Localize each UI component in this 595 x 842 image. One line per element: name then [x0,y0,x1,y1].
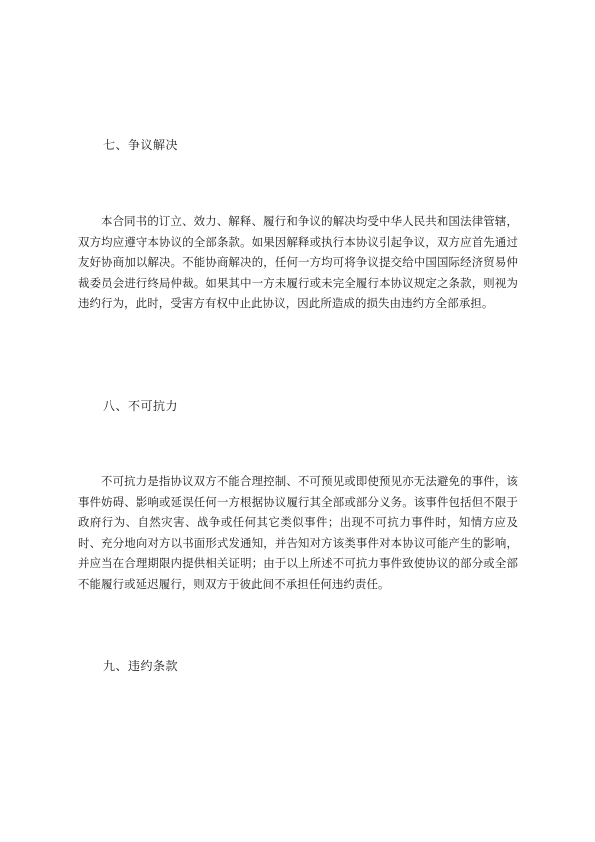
section-heading-dispute-resolution: 七、争议解决 [103,138,179,152]
section-heading-force-majeure: 八、不可抗力 [103,399,179,413]
section-heading-breach-clause: 九、违约条款 [103,659,179,673]
section-body-force-majeure: 不可抗力是指协议双方不能合理控制、不可预见或即使预见亦无法避免的事件，该事件妨碍、影响或延误任何一方根据协议履行其全部或部分义务。该事件包括但不限于政府行为、自然灾害、战争或任何其它类似事件；出现不可抗力事件时，知情方应及时、充分地向对方以书面形式发通知，并告知对方该类事件对本协议可能产生的影响，并应当在合理期限内提供相关证明；由于以上所述不可抗力事件致使协议的部分或全部不能履行或延迟履行，则双方于彼此间不承担任何违约责任。 [78,474,518,591]
section-body-dispute-resolution: 本合同书的订立、效力、解释、履行和争议的解决均受中华人民共和国法律管辖，双方均应遵守本协议的全部条款。如果因解释或执行本协议引起争议，双方应首先通过友好协商加以解决。不能协商解决的，任何一方均可将争议提交给中国国际经济贸易仲裁委员会进行终局仲裁。如果其中一方未履行或未完全履行本协议规定之条款，则视为违约行为，此时，受害方有权中止此协议，因此所造成的损失由违约方全部承担。 [78,214,518,310]
